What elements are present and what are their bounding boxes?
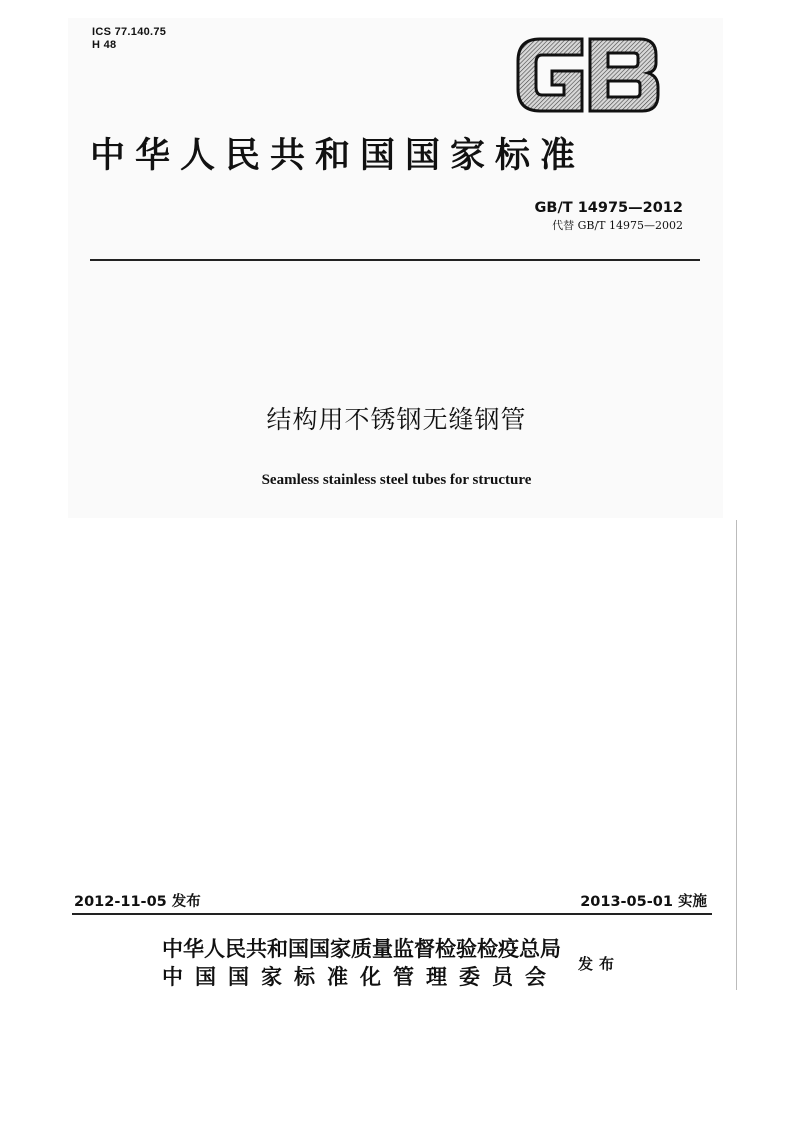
issuer-aqsiq: 中华人民共和国国家质量监督检验检疫总局 [162,936,561,961]
standard-title-chinese: 结构用不锈钢无缝钢管 [266,405,527,434]
standard-title-english: Seamless stainless steel tubes for structure [261,472,532,488]
ics-code: ICS 77.140.75 [92,26,167,38]
footer-divider [72,913,712,915]
ccs-code: H 48 [92,39,117,51]
issue-date: 2012-11-05 发布 [74,894,201,910]
cover-lower-panel [68,520,737,990]
gb-logo [512,33,662,115]
publish-label: 发布 [578,955,621,973]
issuer-sac: 中国国家标准化管理委员会 [162,964,558,989]
national-standard-title: 中华人民共和国国家标准 [90,136,586,176]
standard-number: GB/T 14975—2012 [534,200,683,216]
replaces-standard: 代替 GB/T 14975—2002 [552,219,683,232]
classification-codes [92,26,166,52]
header-divider [90,259,700,261]
implementation-date: 2013-05-01 实施 [580,894,707,910]
